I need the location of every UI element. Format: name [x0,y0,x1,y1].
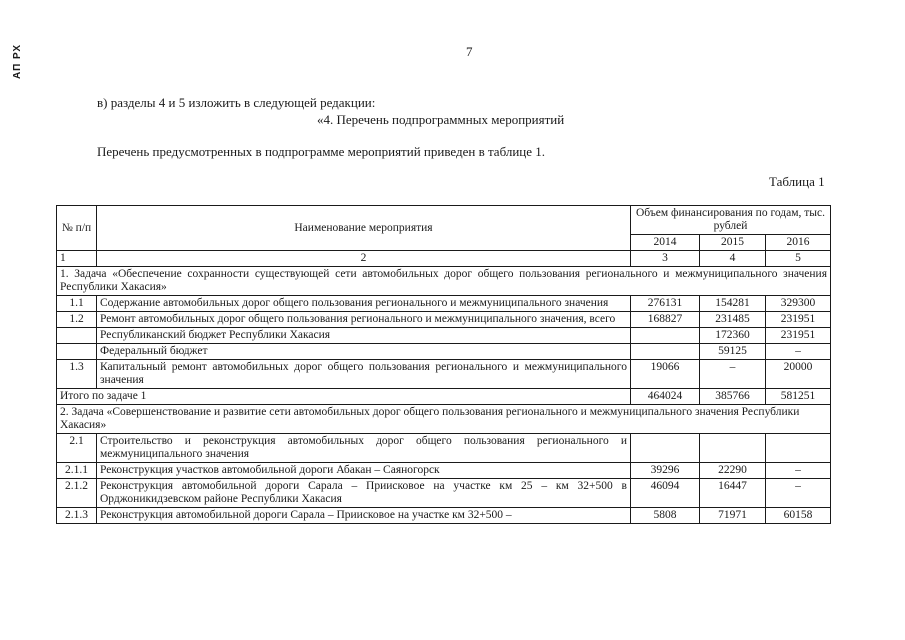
header-funding: Объем финансирования по годам, тыс. рублей [631,206,831,235]
column-numbers-row [57,251,831,267]
funding-table [56,205,831,524]
row-2016: 329300 [766,296,831,312]
header-year: 2015 [700,235,766,251]
row-2014 [631,344,700,360]
row-2015: 71971 [700,508,766,524]
row-2015 [700,434,766,463]
row-2015: 231485 [700,312,766,328]
table-row [57,296,831,312]
task2-row [57,405,831,434]
row-2014: 5808 [631,508,700,524]
row-2014: 19066 [631,360,700,389]
header-year: 2016 [766,235,831,251]
row-2016: – [766,479,831,508]
intro-paragraph: Перечень предусмотренных в подпрограмме мероприятий приведен в таблице 1. [97,144,546,159]
table-row [57,434,831,463]
col-number: 2 [97,251,631,267]
row-2016: 20000 [766,360,831,389]
row-2016: 60158 [766,508,831,524]
row-2016: 231951 [766,328,831,344]
header-year: 2014 [631,235,700,251]
task1-title: 1. Задача «Обеспечение сохранности существующей сети автомобильных дорог общего пользования регионального и межмуниципального значения Республики Хакасия» [57,267,831,296]
row-name: Реконструкция автомобильной дороги Сарала – Приисковое на участке км 25 – км 32+500 в Орджоникидзевском районе Республики Хакасия [97,479,631,508]
row-name: Республиканский бюджет Республики Хакасия [97,328,631,344]
total1-2016: 581251 [766,389,831,405]
row-name: Реконструкция участков автомобильной дороги Абакан – Саяногорск [97,463,631,479]
table-row [57,360,831,389]
row-number: 2.1.3 [57,508,97,524]
row-name: Реконструкция автомобильной дороги Сарала – Приисковое на участке км 32+500 – [97,508,631,524]
header-name: Наименование мероприятия [97,206,631,251]
row-name: Строительство и реконструкция автомобильных дорог общего пользования регионального и межмуниципального значения [97,434,631,463]
row-number: 1.3 [57,360,97,389]
row-name: Ремонт автомобильных дорог общего пользования регионального и межмуниципального значения, всего [97,312,631,328]
table-row [57,463,831,479]
task1-row [57,267,831,296]
row-number [57,344,97,360]
col-number: 1 [57,251,97,267]
table-label: Таблица 1 [769,174,825,189]
col-number: 3 [631,251,700,267]
row-2015: 22290 [700,463,766,479]
row-2014: 168827 [631,312,700,328]
col-number: 4 [700,251,766,267]
row-number: 2.1.1 [57,463,97,479]
total1-label: Итого по задаче 1 [57,389,631,405]
row-name: Капитальный ремонт автомобильных дорог общего пользования регионального и межмуниципального значения [97,360,631,389]
row-number: 2.1 [57,434,97,463]
row-number: 1.1 [57,296,97,312]
intro-line: в) разделы 4 и 5 изложить в следующей редакции: [97,95,376,110]
row-2015: 59125 [700,344,766,360]
row-number: 2.1.2 [57,479,97,508]
total1-2014: 464024 [631,389,700,405]
row-2015: 16447 [700,479,766,508]
total1-2015: 385766 [700,389,766,405]
total1-row [57,389,831,405]
row-2014: 39296 [631,463,700,479]
row-2015: 172360 [700,328,766,344]
row-2016: – [766,344,831,360]
row-2016 [766,434,831,463]
table-row [57,312,831,328]
row-2014: 276131 [631,296,700,312]
row-name: Содержание автомобильных дорог общего пользования регионального и межмуниципального значения [97,296,631,312]
page-number: 7 [466,44,473,59]
table-row [57,508,831,524]
table-row [57,344,831,360]
task2-title: 2. Задача «Совершенствование и развитие сети автомобильных дорог общего пользования регионального и межмуниципального значения Республики Хакасия» [57,405,831,434]
row-2016: 231951 [766,312,831,328]
row-2016: – [766,463,831,479]
row-number [57,328,97,344]
header-row [57,206,831,235]
row-number: 1.2 [57,312,97,328]
table-row [57,479,831,508]
row-2014 [631,328,700,344]
row-2014 [631,434,700,463]
section-title: «4. Перечень подпрограммных мероприятий [317,112,565,127]
row-2014: 46094 [631,479,700,508]
side-mark: АП РХ [12,44,23,80]
table-row [57,328,831,344]
row-2015: 154281 [700,296,766,312]
header-num: № п/п [57,206,97,251]
row-name: Федеральный бюджет [97,344,631,360]
col-number: 5 [766,251,831,267]
row-2015: – [700,360,766,389]
